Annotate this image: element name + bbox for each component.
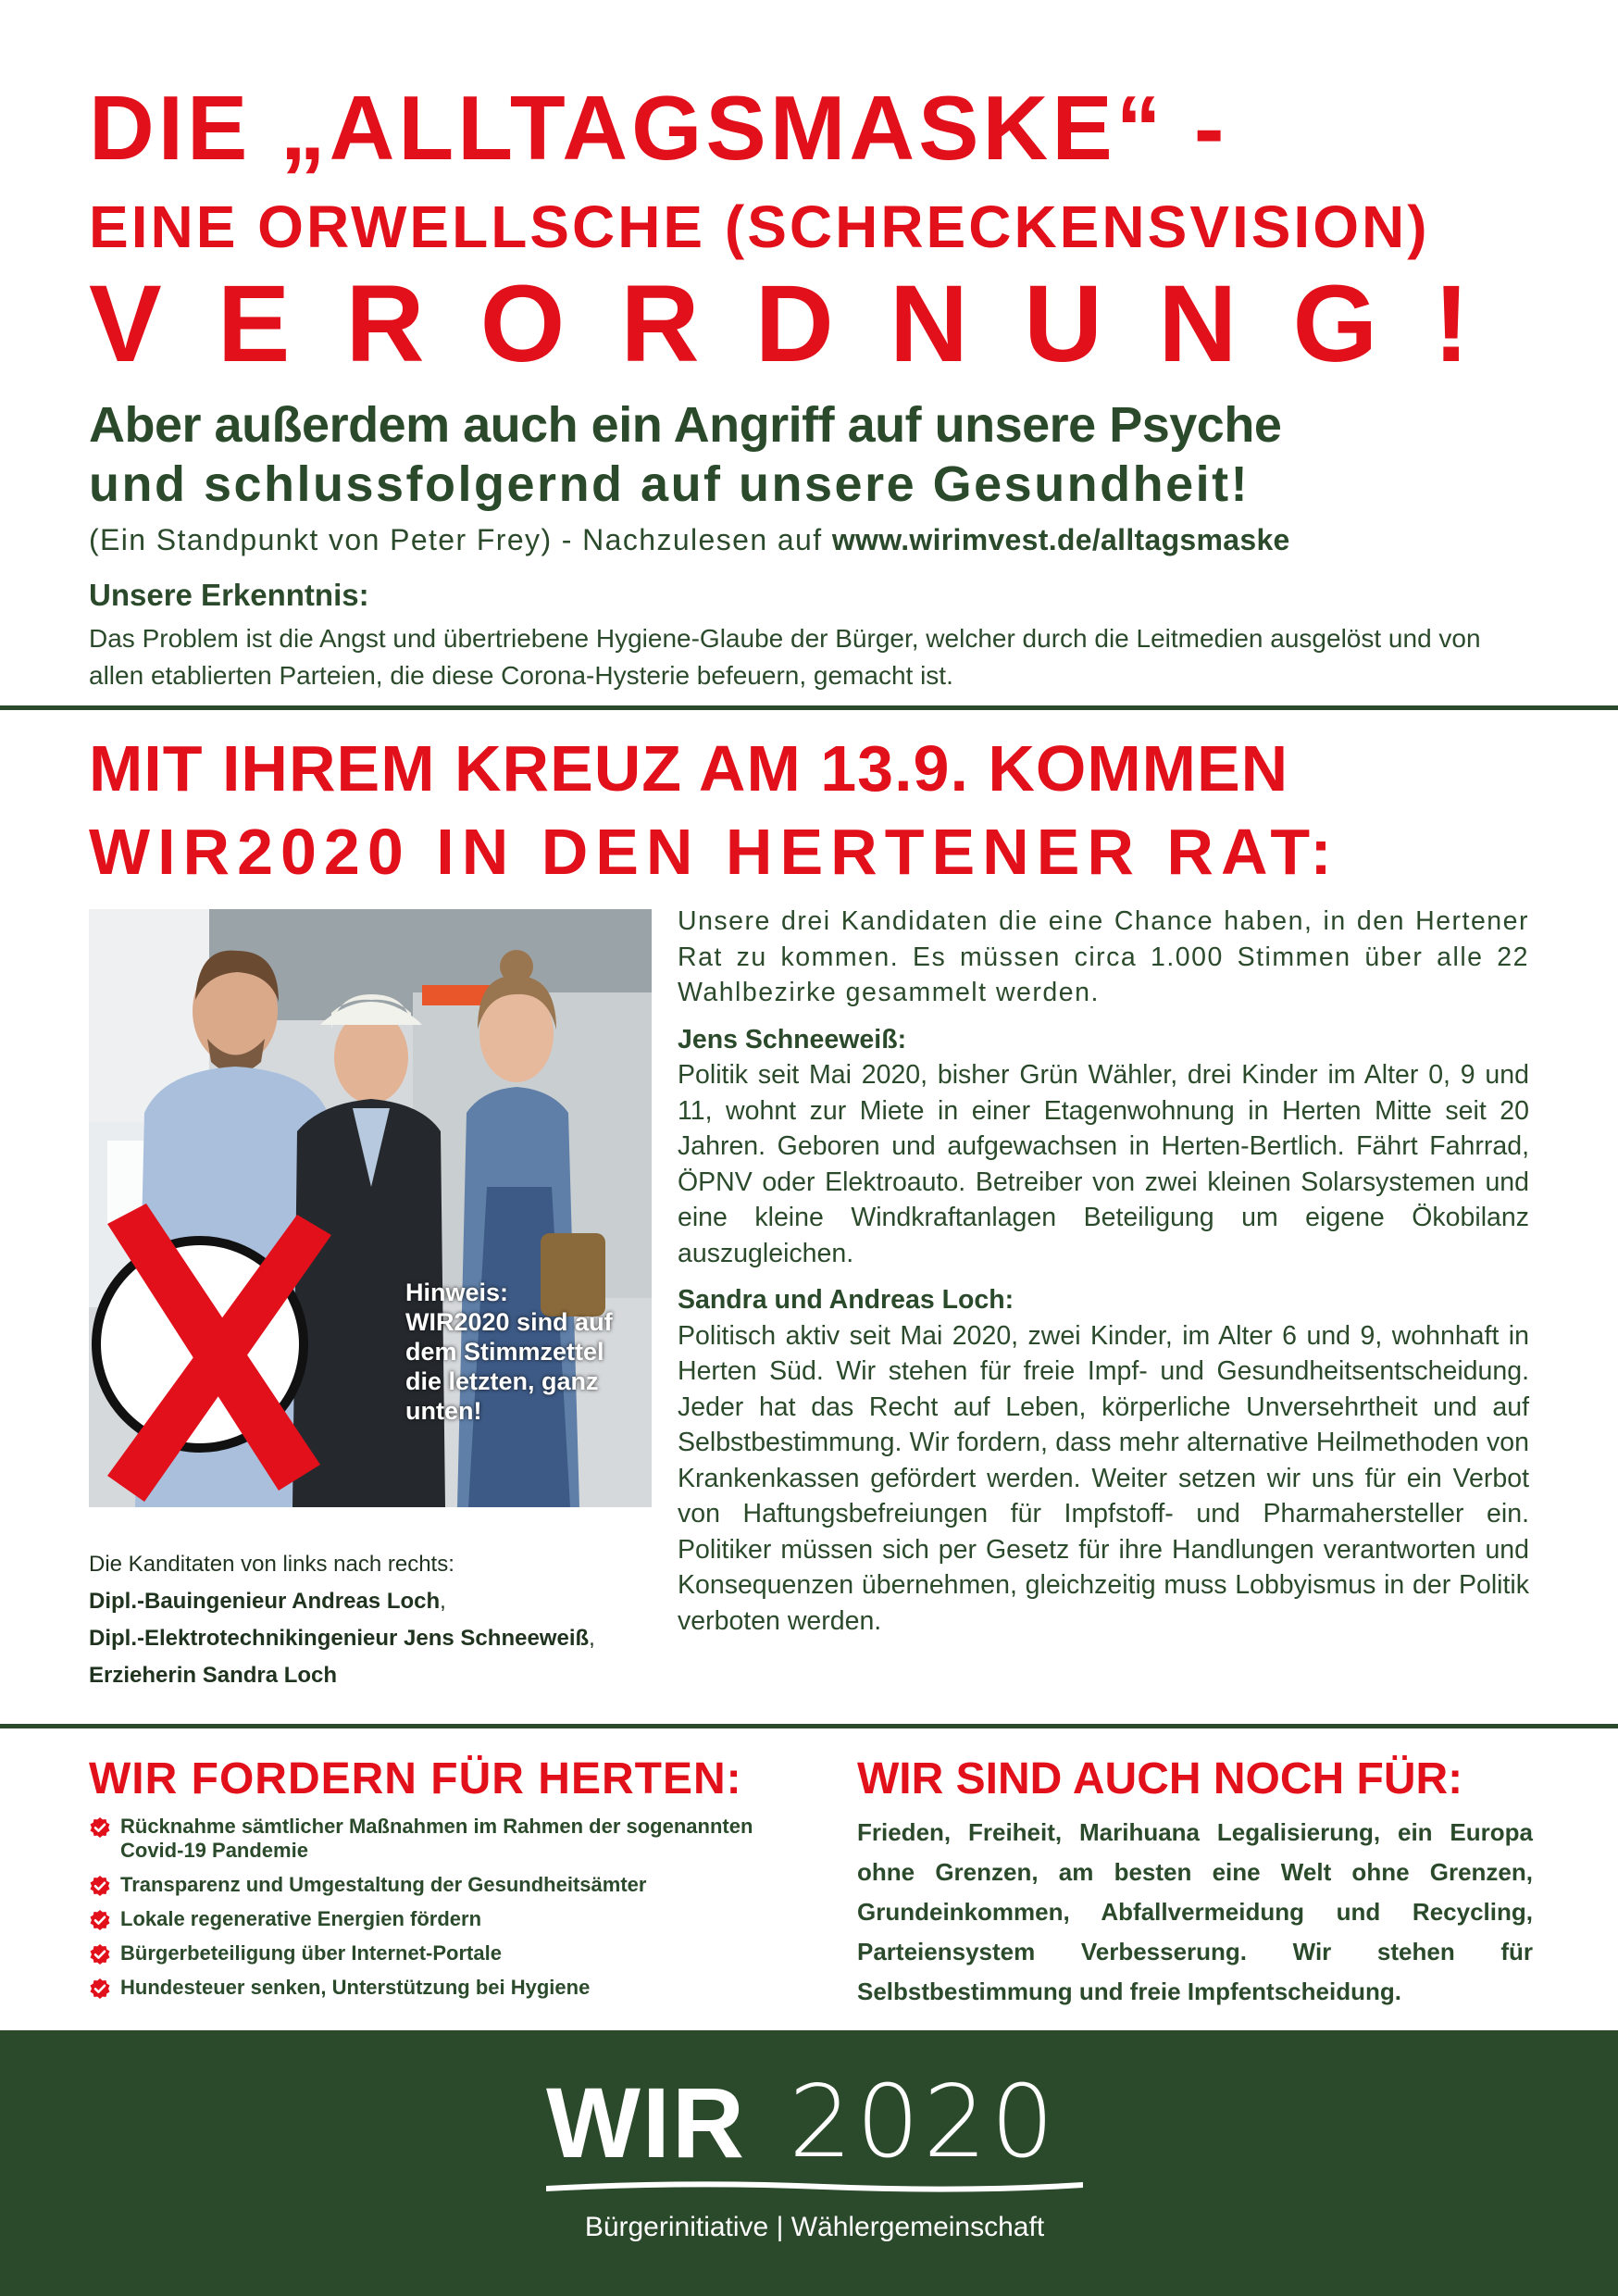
candidates-intro: Unsere drei Kandidaten die eine Chance haben, in den Hertener Rat zu kommen. Es müssen circa 1.000 Stimmen über alle 22 Wahlbezirke gesammelt werden. (678, 906, 1529, 1007)
election-headline-line2: WIR2020 IN DEN HERTENER RAT: (89, 816, 1339, 888)
candidate1-text: Politik seit Mai 2020, bisher Grün Wähler, drei Kinder im Alter 0, 9 und 11, wohnt zur Miete in einer Etagenwohnung in Herten Mitte seit 20 Jahren. Geboren und aufgewachsen in Herten-Bertlich. Fährt Fahrrad, ÖPNV oder Elektroauto. Betreiber von zwei kleinen Solarsystemen und eine kleine Windkraftanlagen Beteiligung um eigene Ökobilanz auszugleichen. (678, 1060, 1529, 1268)
caption-person2: Dipl.-Elektrotechnikingenieur Jens Schneeweiß (89, 1626, 590, 1651)
check-badge-icon (89, 1978, 111, 2000)
demand-text: Bürgerbeteiligung über Internet-Portale (120, 1941, 502, 1965)
footer (0, 2030, 1618, 2296)
insight-text: Das Problem ist die Angst und übertriebene Hygiene-Glaube der Bürger, welcher durch die Leitmedien ausgelöst und von allen etablierten Parteien, die diese Corona-Hysterie befeuern, gemacht ist. (89, 624, 1481, 690)
subtitle-line2: und schlussfolgernd auf unsere Gesundheit! (89, 456, 1251, 512)
demands-list (89, 1815, 755, 2010)
insight-title: Unsere Erkenntnis: (89, 578, 369, 612)
source-line (89, 523, 1533, 557)
photo-caption (89, 1546, 663, 1694)
logo-main-text: WIR (546, 2066, 746, 2178)
candidates-photo (89, 909, 652, 1507)
check-badge-icon (89, 1875, 111, 1897)
logo-swoosh-icon (546, 2177, 1083, 2197)
candidates-description (678, 904, 1529, 1639)
demands-title: WIR FORDERN FÜR HERTEN: (89, 1754, 742, 1803)
demand-item (89, 1873, 755, 1897)
also-text: Frieden, Freiheit, Marihuana Legalisierung, ein Europa ohne Grenzen, am besten eine Welt ohne Grenzen, Grundeinkommen, Abfallvermeidung und Recycling, Parteiensystem Verbesserung. Wir stehen für Selbstbestimmung und freie Impfentscheidung. (857, 1818, 1533, 2005)
subtitle-line1: Aber außerdem auch ein Angriff auf unsere Psyche (89, 397, 1282, 453)
demand-text: Transparenz und Umgestaltung der Gesundheitsämter (120, 1873, 647, 1896)
candidate1-name: Jens Schneeweiß: (678, 1024, 907, 1054)
caption-person1-separator: , (440, 1589, 446, 1614)
source-text: (Ein Standpunkt von Peter Frey) - Nachzulesen auf (89, 523, 832, 556)
candidate2-name: Sandra und Andreas Loch: (678, 1285, 1014, 1315)
logo-year-text: 2020 (789, 2065, 1058, 2180)
main-title-line1: DIE „ALLTAGSMASKE“ - (89, 77, 1228, 179)
demand-text: Lokale regenerative Energien fördern (120, 1907, 482, 1930)
caption-person1: Dipl.-Bauingenieur Andreas Loch (89, 1589, 441, 1614)
caption-intro: Die Kanditaten von links nach rechts: (89, 1552, 454, 1577)
check-badge-icon (89, 1816, 111, 1839)
ballot-hint-text: Hinweis: WIR2020 sind auf dem Stimmzettel die letzten, ganz unten! (405, 1279, 613, 1425)
source-url-link[interactable]: www.wirimvest.de/alltagsmaske (831, 523, 1290, 556)
also-title: WIR SIND AUCH NOCH FÜR: (857, 1754, 1463, 1803)
section-divider-bottom (0, 1724, 1618, 1728)
demand-item (89, 1941, 755, 1965)
check-badge-icon (89, 1943, 111, 1965)
demand-item (89, 1976, 755, 2000)
candidate2-text: Politisch aktiv seit Mai 2020, zwei Kinder, im Alter 6 und 9, wohnhaft in Herten Süd. Wir stehen für freie Impf- und Gesundheitsentscheidung. Jeder hat das Recht auf Leben, körperliche Unversehrtheit und auf Selbstbestimmung. Wir fordern, dass mehr alternative Heilmethoden von Krankenkassen gefördert werden. Weiter setzen wir uns für ein Verbot von Haftungsbefreiungen für Impfstoff- und Pharmahersteller ein. Politiker müssen sich per Gesetz für ihre Handlungen verantworten und Konsequenzen übernehmen, gleichzeitig muss Lobbyismus in der Politik verboten werden. (678, 1320, 1529, 1636)
demand-text: Rücknahme sämtlicher Maßnahmen im Rahmen der sogenannten Covid-19 Pandemie (120, 1815, 753, 1862)
main-title-line2: EINE ORWELLSCHE (SCHRECKENSVISION) (89, 193, 1430, 260)
logo-tagline: Bürgerinitiative | Wählergemeinschaft (584, 2212, 1045, 2242)
section-divider-top (0, 705, 1618, 710)
demand-text: Hundesteuer senken, Unterstützung bei Hygiene (120, 1976, 591, 1999)
demand-item (89, 1907, 755, 1931)
wir2020-logo (546, 2067, 1083, 2252)
caption-person3: Erzieherin Sandra Loch (89, 1663, 338, 1688)
check-badge-icon (89, 1909, 111, 1931)
election-headline-line1: MIT IHREM KREUZ AM 13.9. KOMMEN (89, 732, 1289, 805)
caption-person2-separator: , (589, 1626, 595, 1651)
main-title-line3: VERORDNUNG! (89, 263, 1525, 385)
demand-item (89, 1815, 755, 1863)
